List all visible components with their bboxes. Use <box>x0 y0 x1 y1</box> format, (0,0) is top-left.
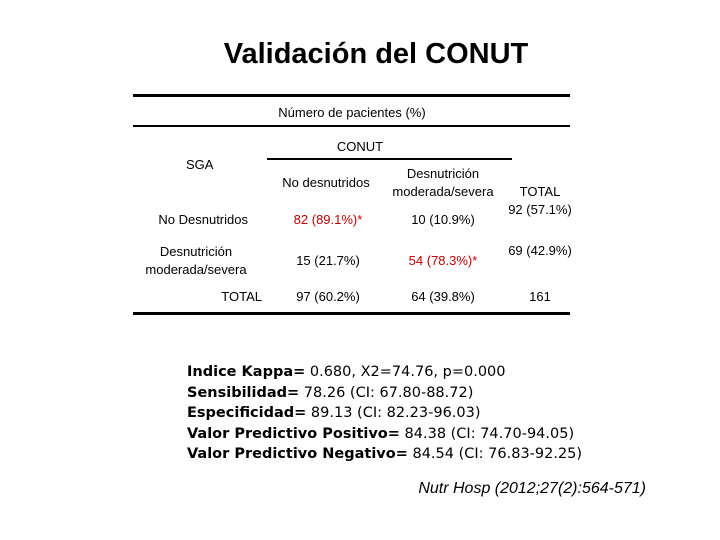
stat-vpn <box>187 444 582 465</box>
slide-title: Validación del CONUT <box>223 38 529 70</box>
stat-label: Sensibilidad= <box>187 384 300 401</box>
table-caption: Número de pacientes (%) <box>278 105 426 120</box>
cell-no-desnutridos-c2: 10 (10.9%) <box>411 212 475 227</box>
cell-total-total: 161 <box>529 289 551 304</box>
row-label-no-desnutridos: No Desnutridos <box>158 212 248 227</box>
conut-header-rule <box>267 158 512 160</box>
col-header-desnutricion: Desnutrición moderada/severa <box>392 166 494 199</box>
stat-value: 84.54 (CI: 76.83-92.25) <box>407 446 583 462</box>
cell-no-desnutridos-c1: 82 (89.1%)* <box>293 212 363 227</box>
caption-rule <box>133 125 570 127</box>
statistics-block <box>187 362 582 465</box>
stat-vpp <box>187 424 582 445</box>
sga-row-header: SGA <box>186 157 214 172</box>
citation: Nutr Hosp (2012;27(2):564-571) <box>418 480 646 497</box>
cell-desnutricion-total: 69 (42.9%) <box>508 243 572 258</box>
table-bottom-rule <box>133 312 570 315</box>
cell-desnutricion-c1: 15 (21.7%) <box>296 253 360 268</box>
row-label-desnutricion: Desnutrición moderada/severa <box>145 244 247 277</box>
row-label-total: TOTAL <box>221 289 262 304</box>
cell-no-desnutridos-total: 92 (57.1%) <box>508 202 572 217</box>
col-header-total: TOTAL <box>519 184 561 199</box>
cell-desnutricion-c2: 54 (78.3%)* <box>408 253 478 268</box>
stat-label: Valor Predictivo Positivo= <box>187 425 400 442</box>
stat-sensibilidad <box>187 383 582 404</box>
col-header-no-desnutridos: No desnutridos <box>282 175 370 190</box>
cell-total-c2: 64 (39.8%) <box>411 289 475 304</box>
stat-value: 78.26 (CI: 67.80-88.72) <box>299 384 474 401</box>
conut-group-header: CONUT <box>336 139 384 154</box>
cell-total-c1: 97 (60.2%) <box>296 289 360 304</box>
table-top-rule <box>133 94 570 97</box>
stat-value: 0.680, X2=74.76, p=0.000 <box>305 364 506 380</box>
stat-value: 89.13 (CI: 82.23-96.03) <box>306 405 481 421</box>
stat-value: 84.38 (CI: 74.70-94.05) <box>399 425 575 442</box>
stat-especificidad <box>187 403 582 424</box>
stat-kappa <box>187 362 582 383</box>
stat-label: Indice Kappa= <box>187 364 306 380</box>
stat-label: Valor Predictivo Negativo= <box>187 446 408 462</box>
stat-label: Especificidad= <box>187 405 307 421</box>
